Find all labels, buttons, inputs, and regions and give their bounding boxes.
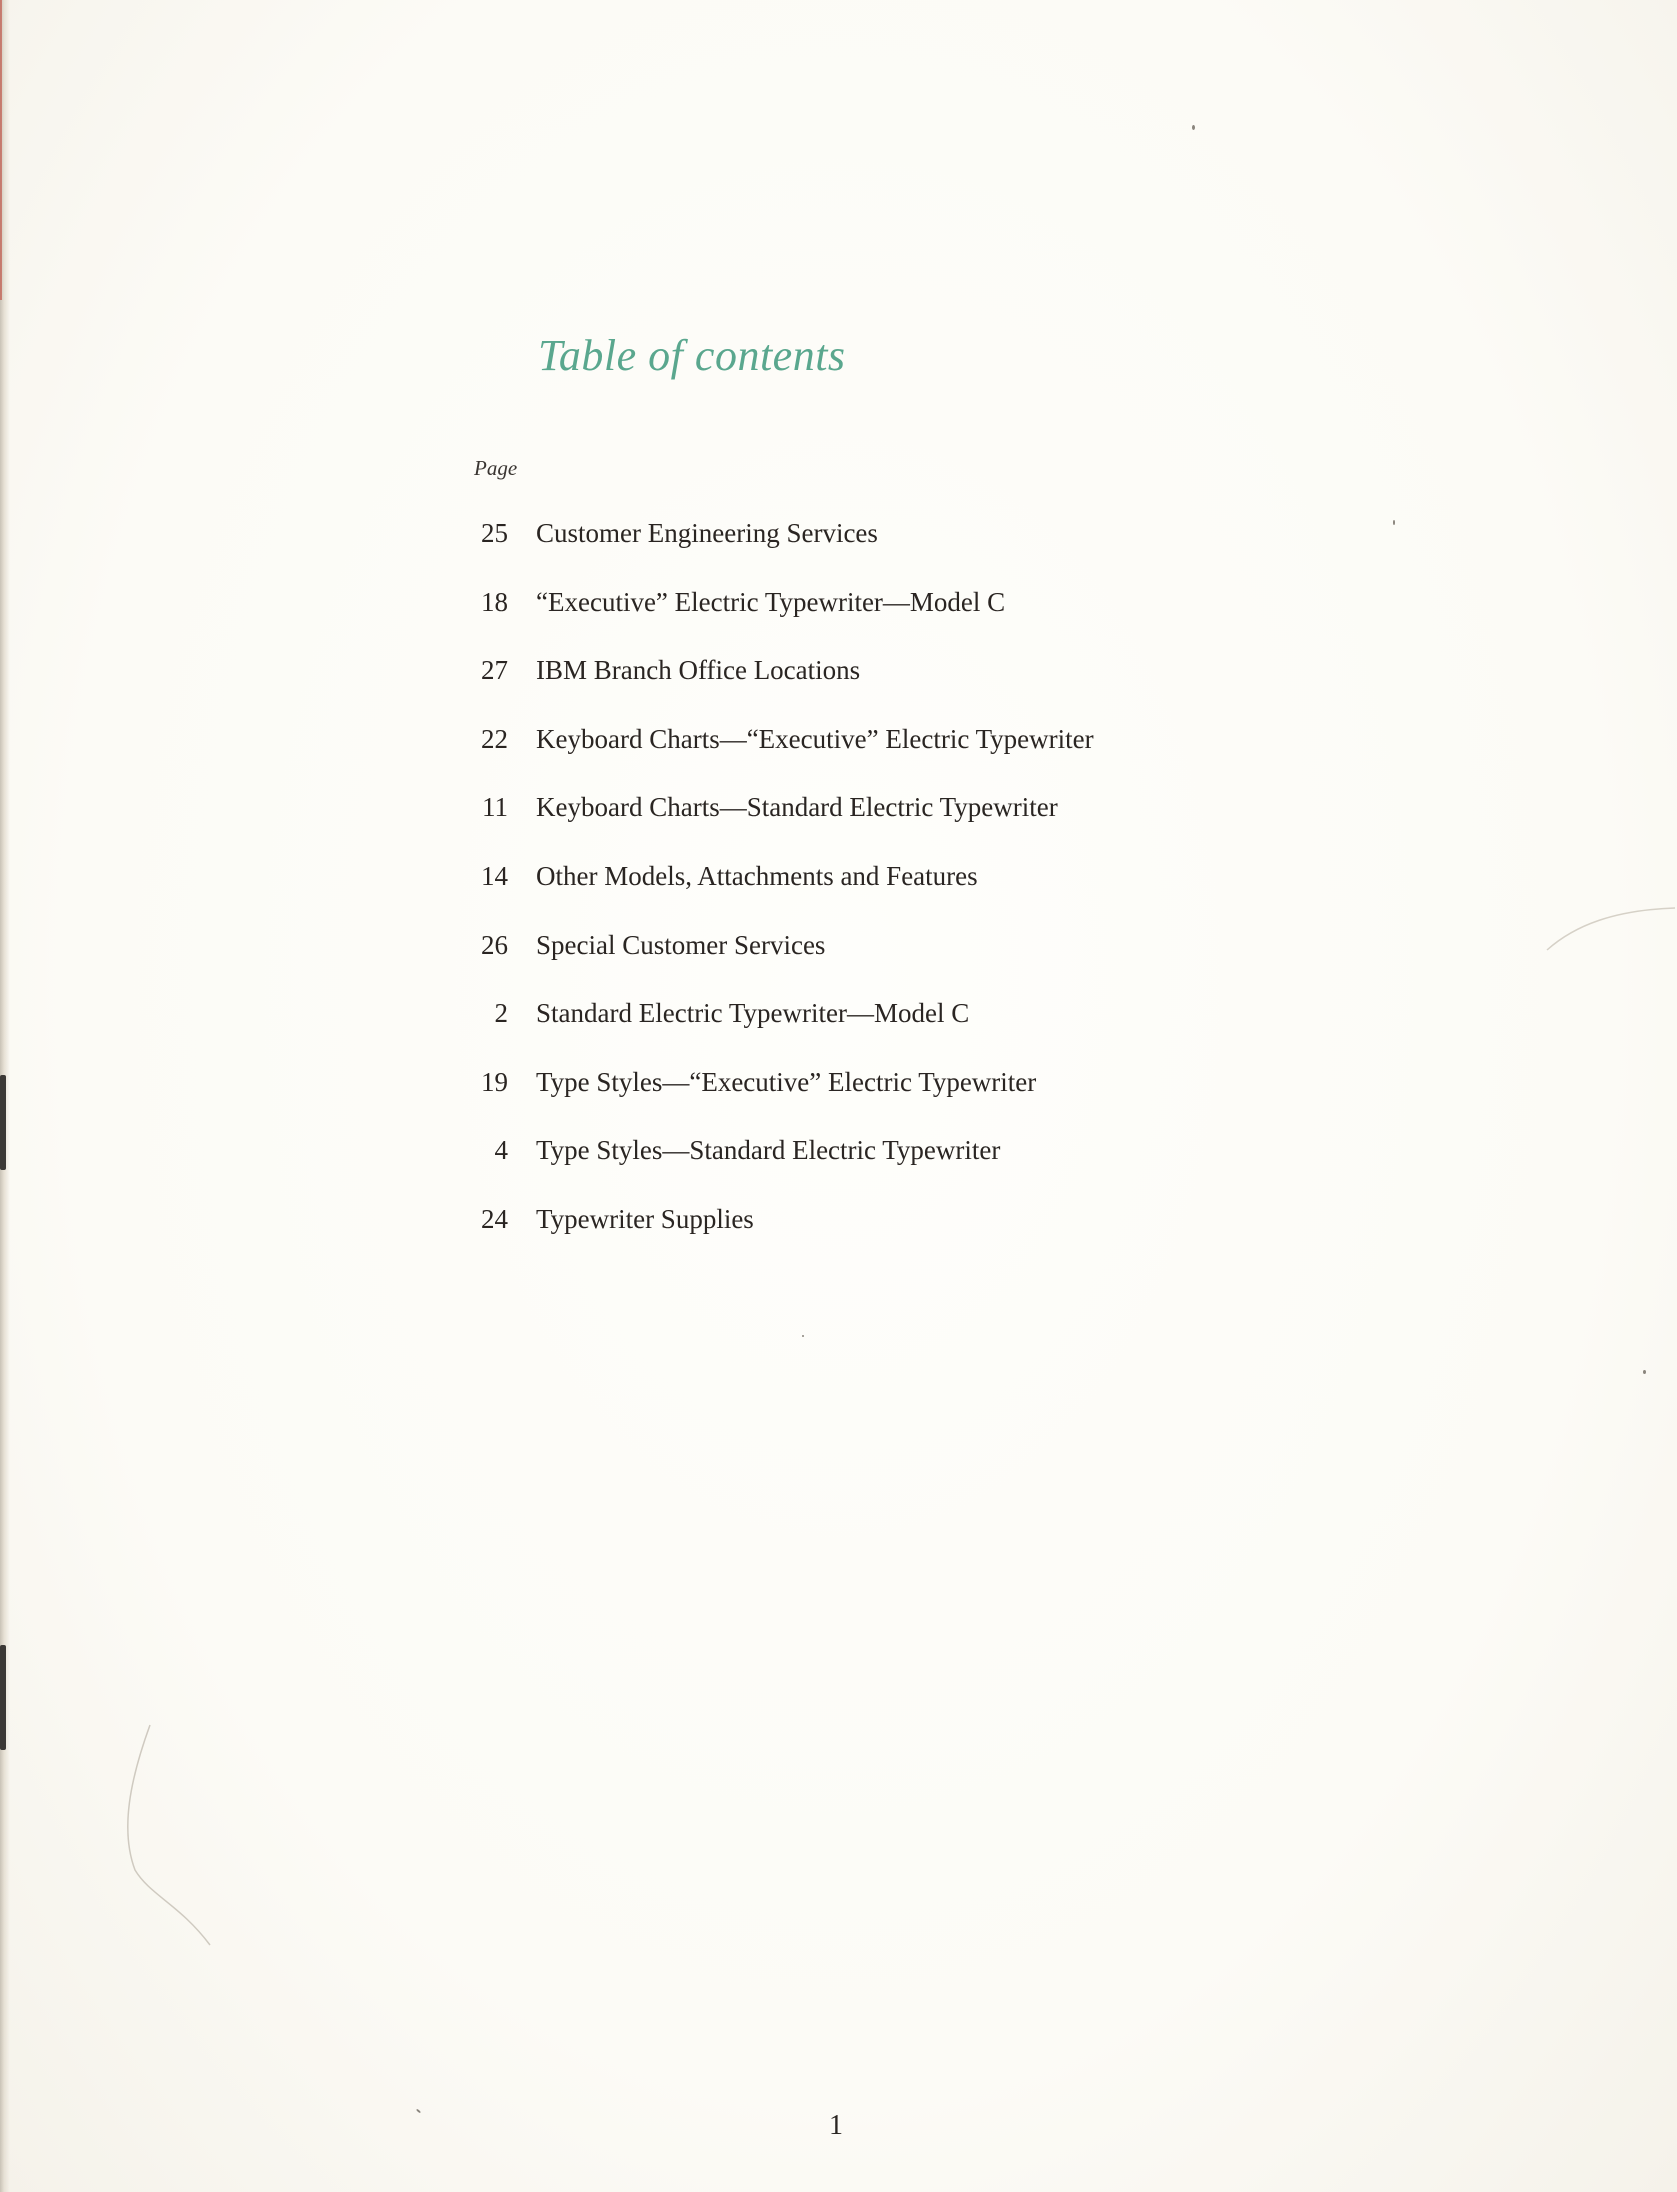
toc-entry-title: Other Models, Attachments and Features (536, 860, 978, 891)
toc-entry-title: Type Styles—Standard Electric Typewriter (536, 1135, 1001, 1166)
toc-entry-title: Typewriter Supplies (536, 1203, 754, 1234)
toc-entry (474, 1132, 1274, 1201)
toc-entry-title: Special Customer Services (536, 929, 826, 960)
paper-speck (416, 2109, 421, 2114)
paper-crease-left (110, 1720, 220, 1950)
toc-entry (474, 515, 1274, 584)
toc-entry-title: Keyboard Charts—Standard Electric Typewriter (536, 792, 1058, 823)
toc-entry (474, 1064, 1274, 1133)
toc-entry (474, 995, 1274, 1064)
toc-entry (474, 721, 1274, 790)
toc-page-number: 27 (481, 655, 508, 686)
toc-entry (474, 858, 1274, 927)
toc-entry (474, 927, 1274, 996)
toc-entry (474, 652, 1274, 721)
toc-entry (474, 1201, 1274, 1270)
paper-speck (802, 1335, 804, 1337)
page-number-footer: 1 (829, 2110, 843, 2141)
toc-page-number: 25 (481, 518, 508, 548)
toc-page-number: 24 (481, 1203, 508, 1234)
toc-page-number: 4 (494, 1135, 508, 1166)
toc-page-number: 2 (494, 998, 508, 1029)
paper-crease-right (1545, 900, 1677, 960)
binding-mark-lower (0, 1645, 6, 1750)
page-column-label: Page (474, 456, 518, 480)
binding-mark-upper (0, 1075, 6, 1170)
toc-entry (474, 789, 1274, 858)
toc-entry (474, 584, 1274, 653)
toc-entry-title: Standard Electric Typewriter—Model C (536, 998, 970, 1029)
toc-entry-title: Keyboard Charts—“Executive” Electric Typewriter (536, 723, 1094, 754)
toc-entry-title: “Executive” Electric Typewriter—Model C (536, 586, 1006, 617)
toc-page-number: 22 (481, 723, 508, 754)
toc-page-number: 18 (481, 586, 508, 617)
page-title: Table of contents (538, 331, 846, 380)
toc-entry-title: Type Styles—“Executive” Electric Typewriter (536, 1066, 1037, 1097)
toc-page-number: 14 (481, 860, 508, 891)
paper-speck (1393, 520, 1395, 525)
toc-page-number: 19 (481, 1066, 508, 1097)
paper-speck (1643, 1370, 1646, 1374)
toc-entry-title: IBM Branch Office Locations (536, 655, 861, 686)
page-edge-stain (0, 0, 2, 300)
toc-page-number: 26 (481, 929, 508, 960)
paper-speck (1192, 125, 1195, 130)
toc-list (474, 515, 1274, 1270)
toc-entry-title: Customer Engineering Services (536, 518, 878, 548)
toc-page-number: 11 (482, 792, 508, 823)
